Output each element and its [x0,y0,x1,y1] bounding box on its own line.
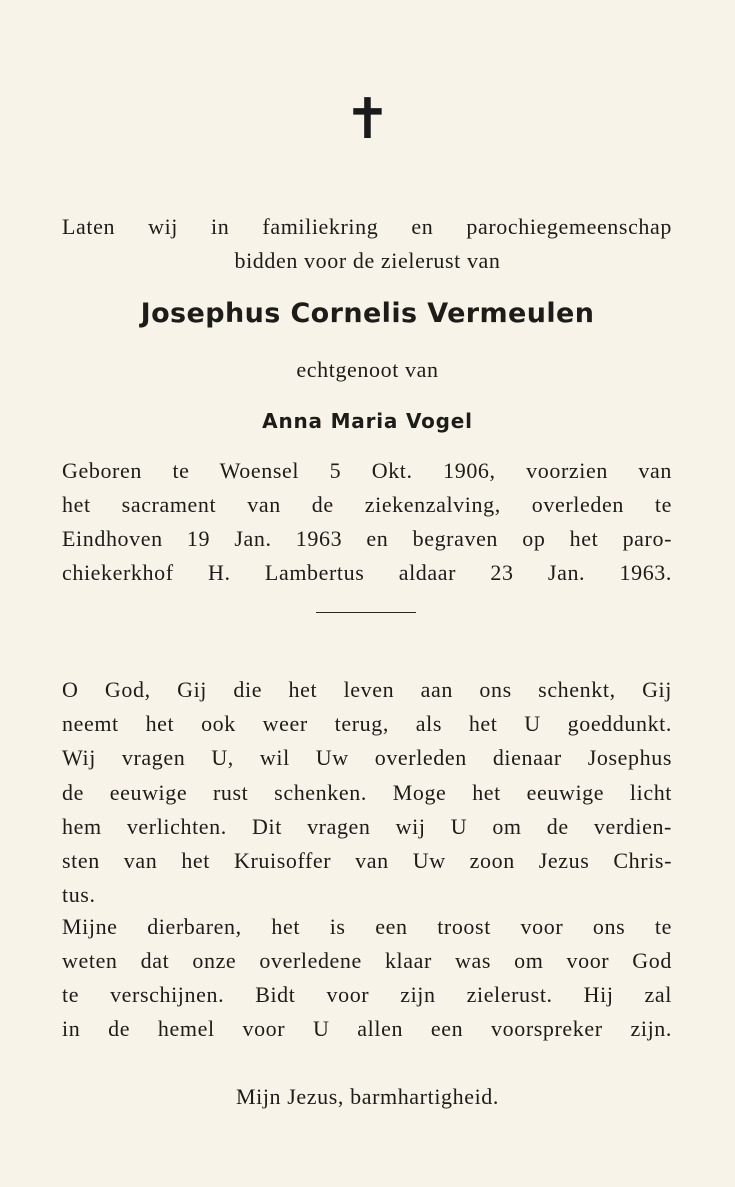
prayer-line: de eeuwige rust schenken. Moge het eeuwige licht [62,780,672,805]
message-line: Mijne dierbaren, het is een troost voor ons te [62,914,672,939]
prayer-line: hem verlichten. Dit vragen wij U om de verdien- [62,814,672,839]
prayer-line: O God, Gij die het leven aan ons schenkt, Gij [62,677,672,702]
relation-text: echtgenoot van [296,357,439,382]
message-line: te verschijnen. Bidt voor zijn zielerust. Hij zal [62,982,672,1007]
divider [316,612,416,613]
prayer-line: tus. [62,882,96,907]
message-line: in de hemel voor U allen een voorspreker zijn. [62,1016,672,1041]
spouse-name: Anna Maria Vogel [262,409,473,433]
intro-line: Laten wij in familiekring en parochiegemeenschap [62,214,672,239]
biography-line: Eindhoven 19 Jan. 1963 en begraven op het paro- [62,526,672,551]
prayer-line: sten van het Kruisoffer van Uw zoon Jezus Chris- [62,848,672,873]
deceased-name: Josephus Cornelis Vermeulen [140,298,595,329]
prayer-line: neemt het ook weer terug, als het U goeddunkt. [62,711,672,736]
closing-line: Mijn Jezus, barmhartigheid. [235,1084,500,1109]
biography-line: het sacrament van de ziekenzalving, overleden te [62,492,672,517]
intro-line: bidden voor de zielerust van [234,248,501,273]
prayer-line: Wij vragen U, wil Uw overleden dienaar Josephus [62,745,672,770]
biography-line: Geboren te Woensel 5 Okt. 1906, voorzien van [62,458,672,483]
cross-icon: ✝ [344,87,391,152]
biography-line: chiekerkhof H. Lambertus aldaar 23 Jan. 1963. [62,560,672,585]
message-line: weten dat onze overledene klaar was om voor God [62,948,672,973]
